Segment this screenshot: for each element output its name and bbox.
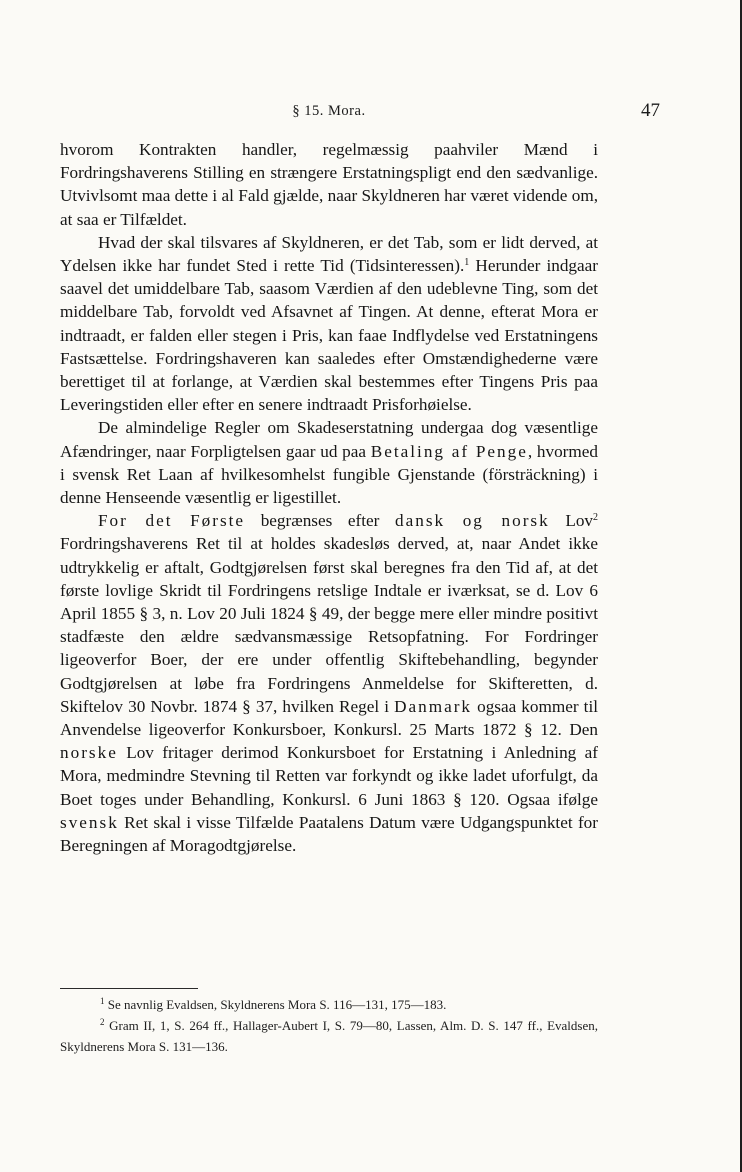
footnote-ref-1[interactable]: 1	[464, 257, 470, 269]
footnote-2: $^2$ Gram II, 1, S. 264 ff., Hallager-Aubert I, S. 79—80, Lassen, Alm. D. S. 147 ff., Evaldsen, Skyldnerens Mora S. 131—136.	[60, 1017, 598, 1054]
paragraph-4: For det Første begrænses efter dansk og norsk Lov$^2$ Fordringshaverens Ret til at holdes skadesløs derved, at, naar Andet ikke udtrykkelig er aftalt, Godtgjørelsen først skal beregnes fra den Tid af, at det første lovlige Skridt til Fordringens retslige Indtale er iværksat, se d. Lov 6 April 1855 § 3, n. Lov 20 Juli 1824 § 49, der begge mere eller mindre positivt stadfæste den ældre sædvansmæssige Retsopfatning. For Fordringer ligeoverfor Boer, der ere under offentlig Skiftebehandling, begynder Godtgjørelsen at løbe fra Fordringens Anmeldelse for Skifteretten, d. Skiftelov 30 Novbr. 1874 § 37, hvilken Regel i Danmark ogsaa kommer til Anvendelse ligeoverfor Konkursboer, Konkursl. 25 Marts 1872 § 12. Den norske Lov fritager derimod Konkursboet for Erstatning i Anledning af Mora, medmindre Stevning til Retten var forkyndt og ikke ladet uforfulgt, da Boet toges under Behandling, Konkursl. 6 Juni 1863 § 120. Ogsaa ifølge svensk Ret skal i visse Tilfælde Paatalens Datum være Udgangspunktet for Beregningen af Moragodtgjørelse.	[60, 511, 599, 856]
spaced-emphasis: dansk og norsk	[395, 511, 550, 531]
spaced-emphasis: Betaling af Penge	[370, 441, 528, 461]
running-header	[60, 100, 660, 128]
footnote-ref-2[interactable]: 2	[593, 512, 599, 524]
spaced-emphasis: For det Første	[98, 511, 246, 531]
footnote-separator	[60, 988, 198, 989]
main-text	[60, 138, 598, 857]
paragraph-3: De almindelige Regler om Skadeserstatning undergaa dog væsentlige Afændringer, naar Forpligtelsen gaar ud paa Betaling af Penge, hvormed i svensk Ret Laan af hvilkesomhelst fungible Gjenstande (försträckning) i denne Henseende væsentlig er ligestillet.	[60, 418, 598, 508]
footnote-mark: 2	[100, 1017, 105, 1027]
spaced-emphasis: Danmark	[394, 696, 473, 716]
section-title: § 15. Mora.	[292, 103, 366, 119]
footnote-1: $^1$ Se navnlig Evaldsen, Skyldnerens Mora S. 116—131, 175—183.	[100, 996, 447, 1012]
page-number: 47	[641, 100, 660, 121]
paragraph-2: Hvad der skal tilsvares af Skyldneren, er det Tab, som er lidt derved, at Ydelsen ikke har fundet Sted i rette Tid (Tidsinteressen).$^1$ Herunder indgaar saavel det umiddelbare Tab, saasom Værdien af den udeblevne Ting, som det middelbare Tab, forvoldt ved Afsavnet af Tingen. At denne, efterat Mora er indtraadt, er falden eller stegen i Pris, kan faae Indflydelse ved Erstatningens Fastsættelse. Fordringshaveren kan saaledes efter Omstændighederne være berettiget til at forlange, at Værdien skal bestemmes efter Tingens Pris paa Leveringstiden eller efter en senere indtraadt Prisforhøielse.	[60, 232, 598, 415]
footnotes	[60, 994, 598, 1057]
footnote-mark: 1	[100, 996, 105, 1006]
paragraph-1: hvorom Kontrakten handler, regelmæssig paahviler Mænd i Fordringshaverens Stilling en strængere Erstatningspligt end den sædvanlige. Utvivlsomt maa dette i al Fald gjælde, naar Skyldneren har været vidende om, at saa er Tilfældet.	[60, 140, 598, 229]
spaced-emphasis: svensk	[60, 812, 119, 832]
spaced-emphasis: norske	[60, 743, 118, 763]
